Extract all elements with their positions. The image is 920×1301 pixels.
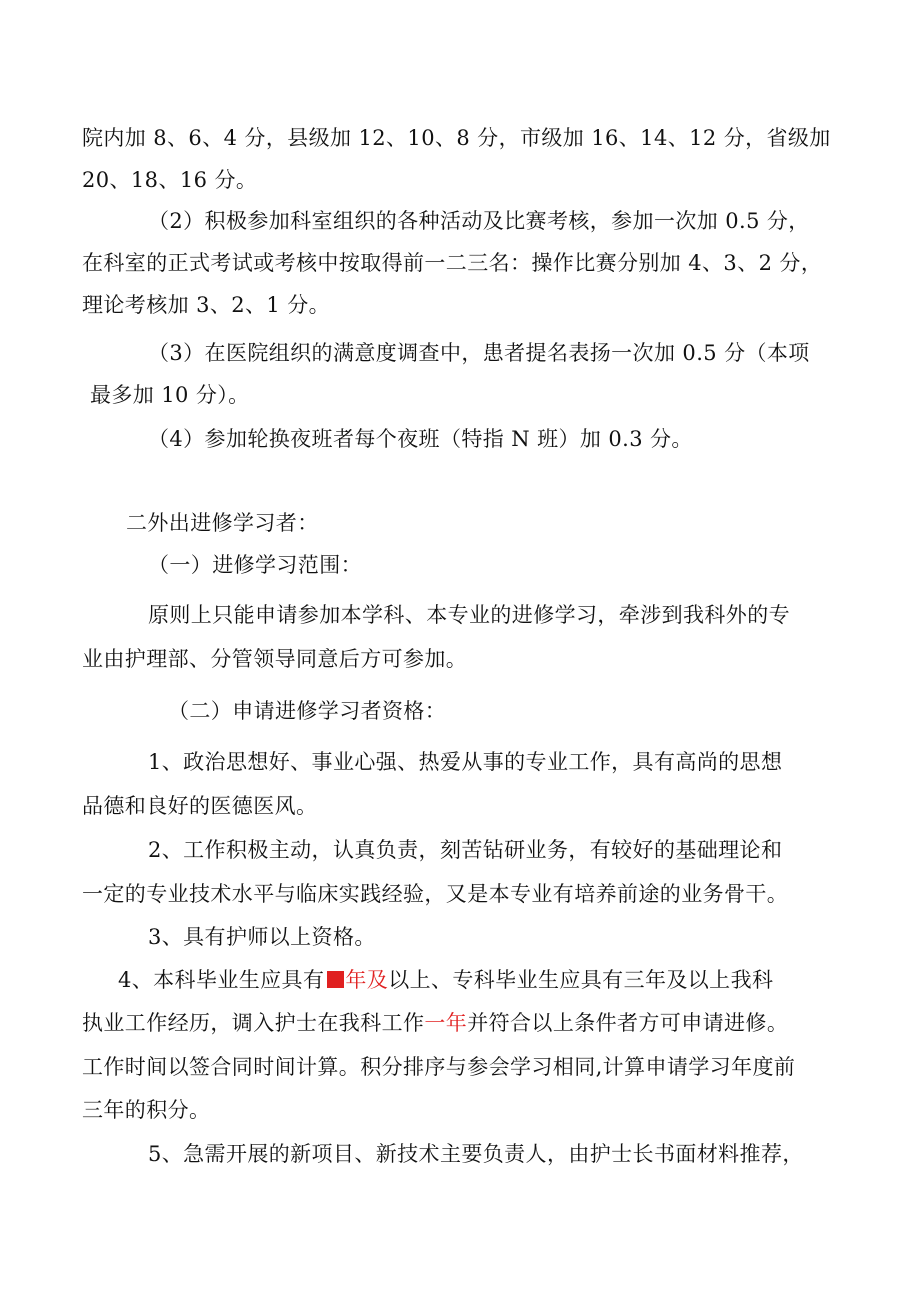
section-heading: 二外出进修学习者： [126, 511, 319, 535]
paragraph-line-item4 [118, 965, 898, 995]
subsection-heading: （二）申请进修学习者资格： [168, 699, 447, 723]
paragraph-line: （3）在医院组织的满意度调查中，患者提名表扬一次加 0.5 分（本项 [148, 341, 810, 365]
subsection-heading: （一）进修学习范围： [148, 553, 362, 577]
paragraph-line: 在科室的正式考试或考核中按取得前一二三名：操作比赛分别加 4、3、2 分， [82, 251, 823, 275]
item4-text-before: 4、本科毕业生应具有 [118, 968, 325, 992]
item4-highlight-years: 年及 [345, 968, 389, 992]
paragraph-line: 工作时间以签合同时间计算。积分排序与参会学习相同,计算申请学习年度前 [82, 1055, 796, 1079]
paragraph-line: 2、工作积极主动，认真负责，刻苦钻研业务，有较好的基础理论和 [148, 838, 783, 862]
item4-text-before: 执业工作经历，调入护士在我科工作 [82, 1011, 425, 1035]
paragraph-line: 20、18、16 分。 [82, 168, 258, 192]
paragraph-line: 5、急需开展的新项目、新技术主要负责人，由护士长书面材料推荐， [148, 1142, 804, 1166]
paragraph-line: 原则上只能申请参加本学科、本专业的进修学习，牵涉到我科外的专 [148, 603, 790, 627]
paragraph-line: 3、具有护师以上资格。 [148, 925, 376, 949]
paragraph-line: 最多加 10 分）。 [90, 383, 250, 407]
paragraph-line-item4 [82, 1008, 862, 1038]
paragraph-line: 业由护理部、分管领导同意后方可参加。 [82, 647, 468, 671]
item4-text-after: 并符合以上条件者方可申请进修。 [467, 1011, 789, 1035]
paragraph-line: 三年的积分。 [82, 1098, 211, 1122]
paragraph-line: 理论考核加 3、2、1 分。 [82, 293, 331, 317]
paragraph-line: 品德和良好的医德医风。 [82, 794, 318, 818]
item4-text-after: 以上、专科毕业生应具有三年及以上我科 [388, 968, 774, 992]
paragraph-line: （2）积极参加科室组织的各种活动及比赛考核，参加一次加 0.5 分， [148, 209, 810, 233]
paragraph-line: 一定的专业技术水平与临床实践经验，又是本专业有培养前途的业务骨干。 [82, 882, 789, 906]
redaction-square-icon [327, 971, 344, 988]
paragraph-line: 1、政治思想好、事业心强、热爱从事的专业工作，具有高尚的思想 [148, 750, 783, 774]
paragraph-line: 院内加 8、6、4 分，县级加 12、10、8 分，市级加 16、14、12 分，省级加 [82, 126, 831, 150]
paragraph-line: （4）参加轮换夜班者每个夜班（特指 N 班）加 0.3 分。 [148, 427, 693, 451]
item4-highlight-one-year: 一年 [424, 1011, 468, 1035]
